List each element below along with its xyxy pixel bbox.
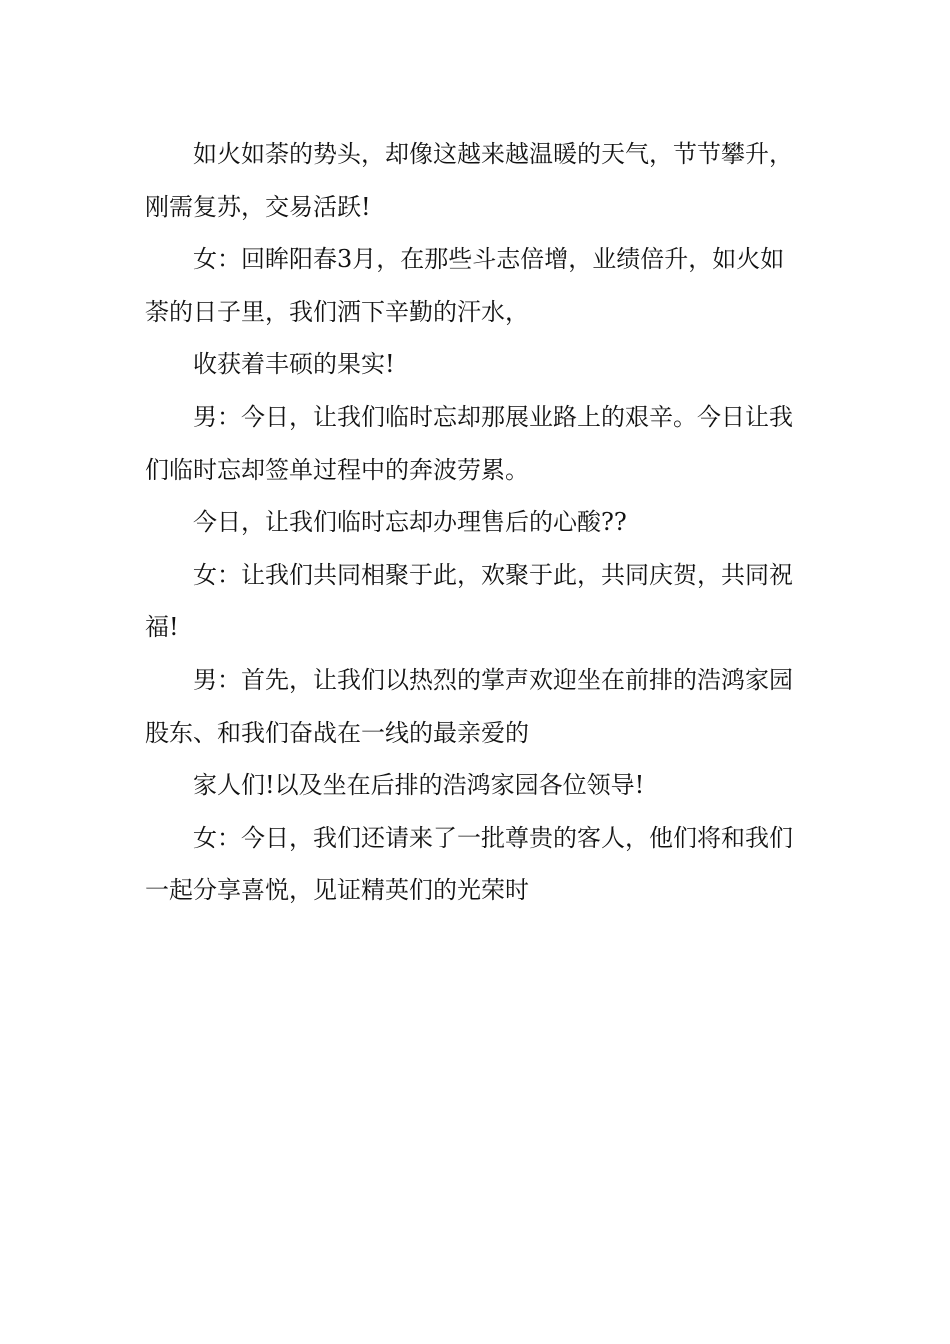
- paragraph-line: 男：今日，让我们临时忘却那展业路上的艰辛。今日让我: [193, 402, 793, 431]
- paragraph-line: 家人们!以及坐在后排的浩鸿家园各位领导!: [193, 771, 645, 800]
- paragraph-line: 股东、和我们奋战在一线的最亲爱的: [145, 718, 529, 747]
- paragraph-line: 今日，让我们临时忘却办理售后的心酸??: [193, 508, 627, 537]
- paragraph-line: 女：回眸阳春3月，在那些斗志倍增，业绩倍升，如火如: [193, 245, 785, 274]
- paragraph-line: 福!: [145, 613, 179, 642]
- paragraph-line: 们临时忘却签单过程中的奔波劳累。: [145, 455, 529, 484]
- document-body: [145, 128, 810, 917]
- paragraph-line: 收获着丰硕的果实!: [193, 350, 395, 379]
- paragraph-line: 如火如荼的势头，却像这越来越温暖的天气，节节攀升，: [193, 140, 793, 168]
- paragraph-line: 女：今日，我们还请来了一批尊贵的客人，他们将和我们: [193, 823, 793, 852]
- paragraph-line: 荼的日子里，我们洒下辛勤的汗水，: [145, 297, 529, 326]
- paragraph-line: 一起分享喜悦，见证精英们的光荣时: [145, 876, 529, 905]
- paragraph-line: 男：首先，让我们以热烈的掌声欢迎坐在前排的浩鸿家园: [193, 665, 793, 694]
- paragraph-line: 女：让我们共同相聚于此，欢聚于此，共同庆贺，共同祝: [193, 560, 793, 589]
- paragraph-line: 刚需复苏，交易活跃!: [145, 192, 371, 221]
